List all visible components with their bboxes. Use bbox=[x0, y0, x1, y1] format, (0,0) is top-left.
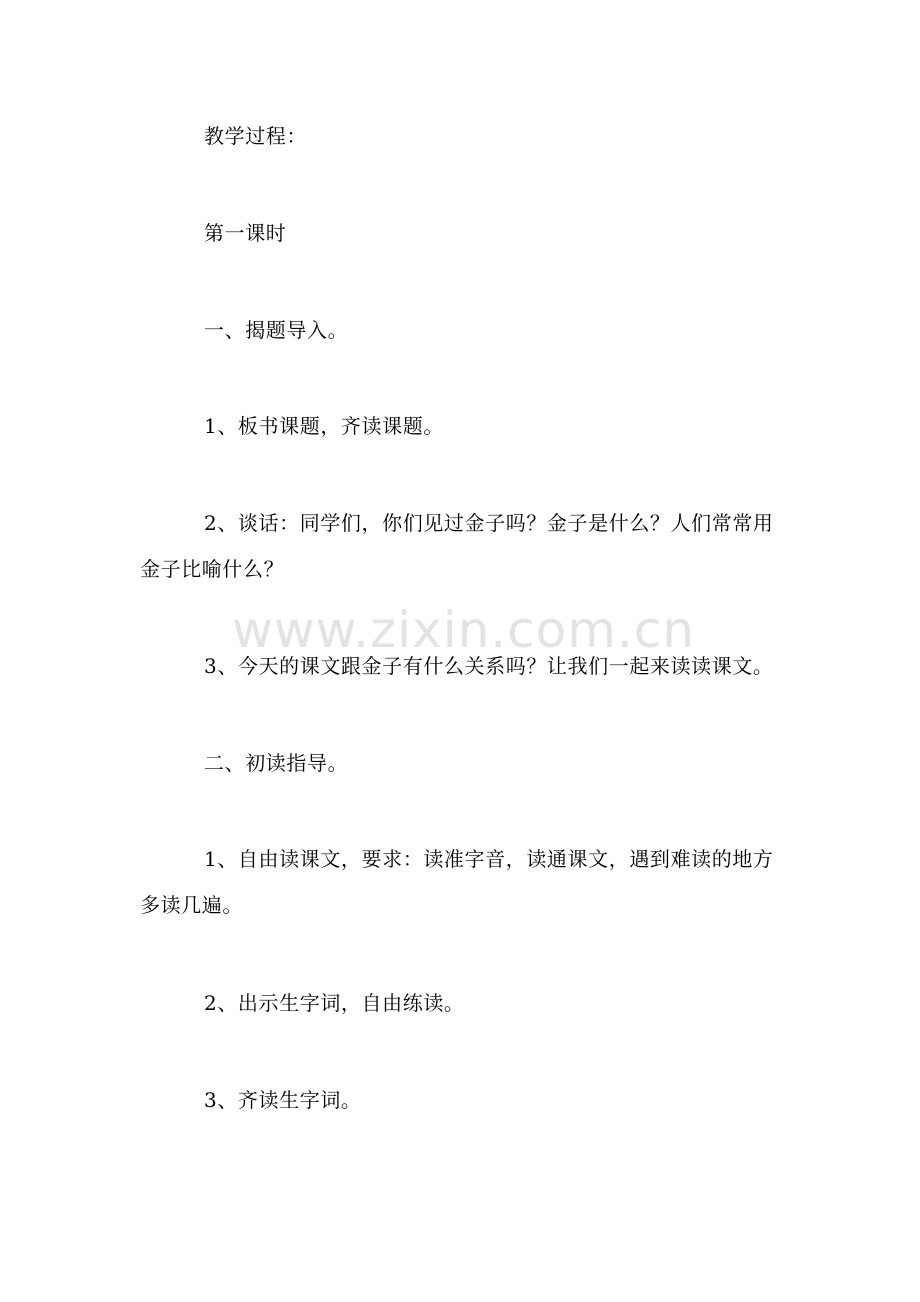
watermark: www.zixin.com.cn bbox=[232, 601, 696, 659]
paragraph-item: 1、自由读课文，要求：读准字音，读通课文，遇到难读的地方多读几遍。 bbox=[140, 847, 774, 917]
paragraph-item: 1、板书课题，齐读课题。 bbox=[204, 414, 444, 438]
part-one-heading: 一、揭题导入。 bbox=[204, 318, 349, 342]
paragraph-item: 2、谈话：同学们，你们见过金子吗？金子是什么？人们常常用金子比喻什么？ bbox=[140, 511, 774, 581]
lesson-period-heading: 第一课时 bbox=[204, 221, 287, 245]
section-heading-teaching-process: 教学过程： bbox=[204, 124, 307, 148]
paragraph-item: 3、齐读生字词。 bbox=[204, 1088, 362, 1112]
paragraph-item: 2、出示生字词，自由练读。 bbox=[204, 991, 465, 1015]
paragraph-item: 3、今天的课文跟金子有什么关系吗？让我们一起来读读课文。 bbox=[204, 654, 774, 678]
part-two-heading: 二、初读指导。 bbox=[204, 751, 349, 775]
